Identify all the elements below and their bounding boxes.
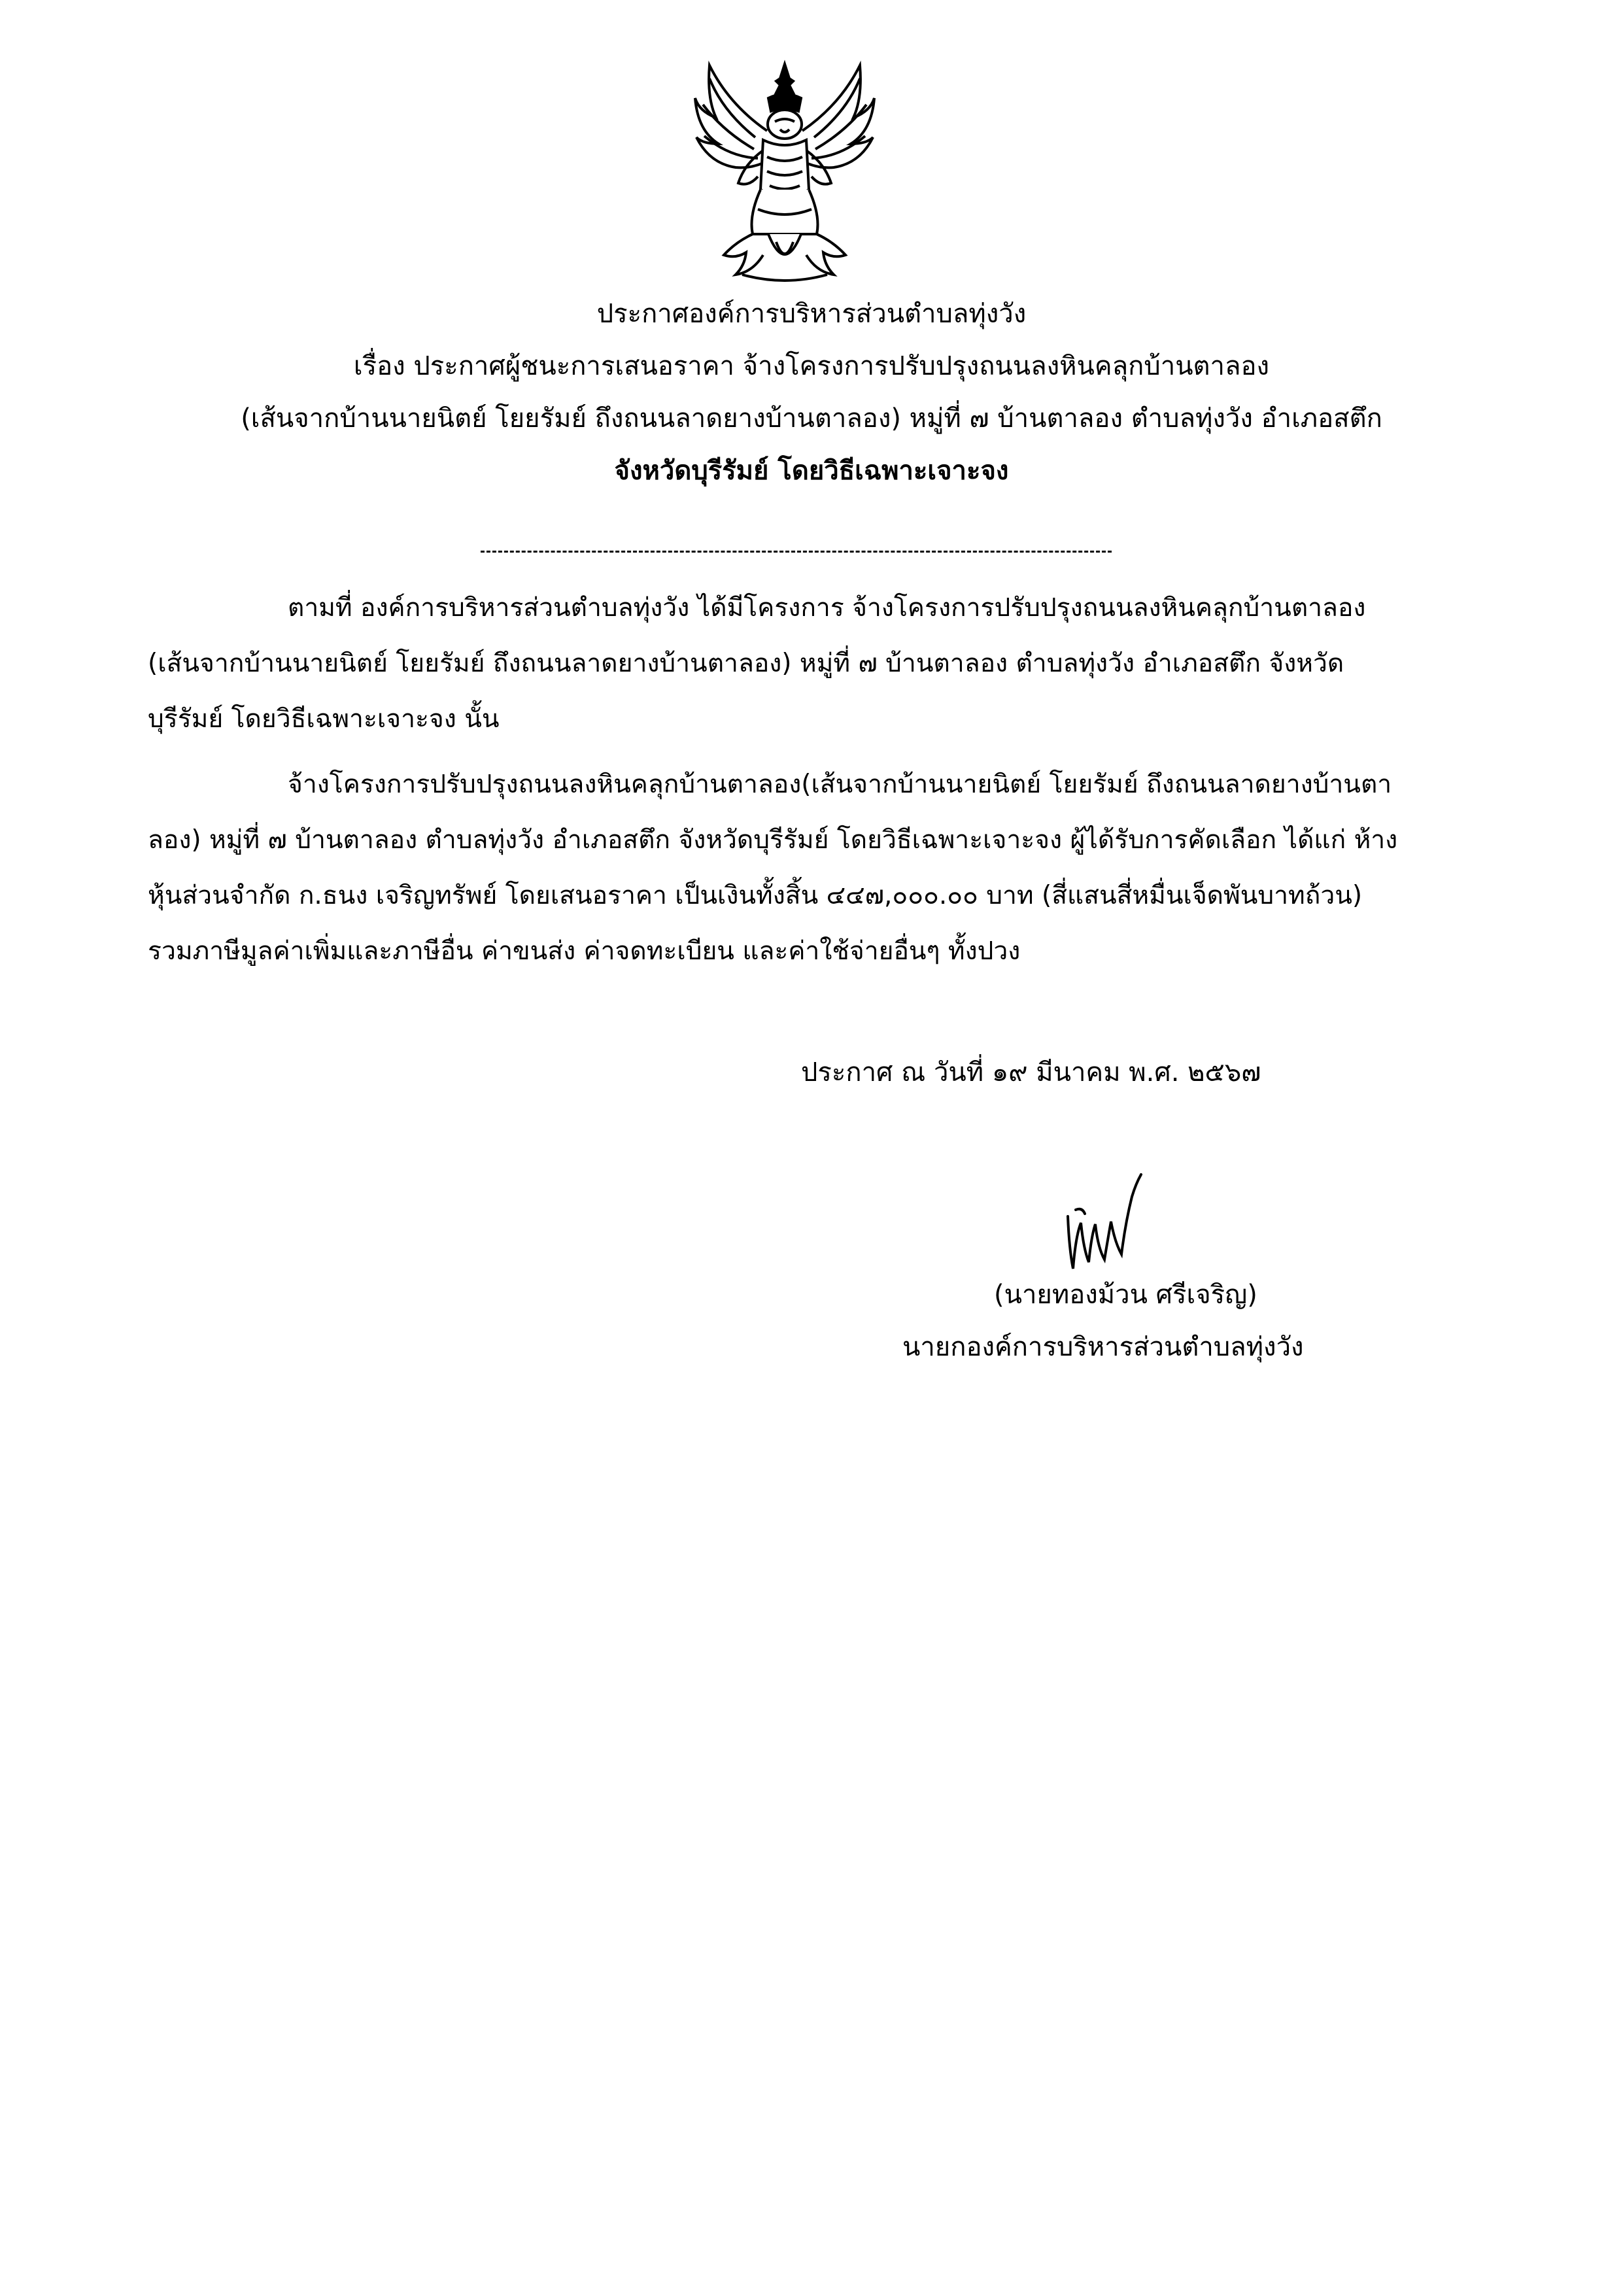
divider <box>481 551 1112 553</box>
paragraph-1-line-3: บุรีรัมย์ โดยวิธีเฉพาะเจาะจง นั้น <box>148 704 500 734</box>
announcement-subject-line3: จังหวัดบุรีรัมย์ โดยวิธีเฉพาะเจาะจง <box>614 456 1009 486</box>
garuda-emblem-icon <box>690 59 880 288</box>
signature-icon <box>1063 1171 1148 1282</box>
paragraph-1-line-1: ตามที่ องค์การบริหารส่วนตำบลทุ่งวัง ได้มีโครงการ จ้างโครงการปรับปรุงถนนลงหินคลุกบ้านตาลอง <box>288 593 1366 623</box>
paragraph-2-line-2: ลอง) หมู่ที่ ๗ บ้านตาลอง ตำบลทุ่งวัง อำเภอสตึก จังหวัดบุรีรัมย์ โดยวิธีเฉพาะเจาะจง ผู้ได้รับการคัดเลือก ได้แก่ ห้าง <box>148 825 1398 855</box>
signatory-position: นายกองค์การบริหารส่วนตำบลทุ่งวัง <box>902 1332 1304 1362</box>
announcement-subject-line2: (เส้นจากบ้านนายนิตย์ โยยรัมย์ ถึงถนนลาดยางบ้านตาลอง) หมู่ที่ ๗ บ้านตาลอง ตำบลทุ่งวัง อำเภอสตึก <box>241 403 1382 434</box>
announcement-title: ประกาศองค์การบริหารส่วนตำบลทุ่งวัง <box>596 299 1027 329</box>
paragraph-2-line-1: จ้างโครงการปรับปรุงถนนลงหินคลุกบ้านตาลอง(เส้นจากบ้านนายนิตย์ โยยรัมย์ ถึงถนนลาดยางบ้านตา <box>288 770 1392 799</box>
signatory-name: (นายทองม้วน ศรีเจริญ) <box>994 1280 1257 1310</box>
paragraph-1-line-2: (เส้นจากบ้านนายนิตย์ โยยรัมย์ ถึงถนนลาดยางบ้านตาลอง) หมู่ที่ ๗ บ้านตาลอง ตำบลทุ่งวัง อำเภอสตึก จังหวัด <box>148 649 1344 678</box>
paragraph-2-line-4: รวมภาษีมูลค่าเพิ่มและภาษีอื่น ค่าขนส่ง ค่าจดทะเบียน และค่าใช้จ่ายอื่นๆ ทั้งปวง <box>148 936 1021 966</box>
announcement-subject: เรื่อง ประกาศผู้ชนะการเสนอราคา จ้างโครงการปรับปรุงถนนลงหินคลุกบ้านตาลอง <box>353 351 1270 381</box>
announcement-date: ประกาศ ณ วันที่ ๑๙ มีนาคม พ.ศ. ๒๕๖๗ <box>801 1057 1261 1088</box>
paragraph-2-line-3: หุ้นส่วนจำกัด ก.ธนง เจริญทรัพย์ โดยเสนอราคา เป็นเงินทั้งสิ้น ๔๔๗,๐๐๐.๐๐ บาท (สี่แสนสี่หมื่นเจ็ดพันบาทถ้วน) <box>148 881 1363 910</box>
